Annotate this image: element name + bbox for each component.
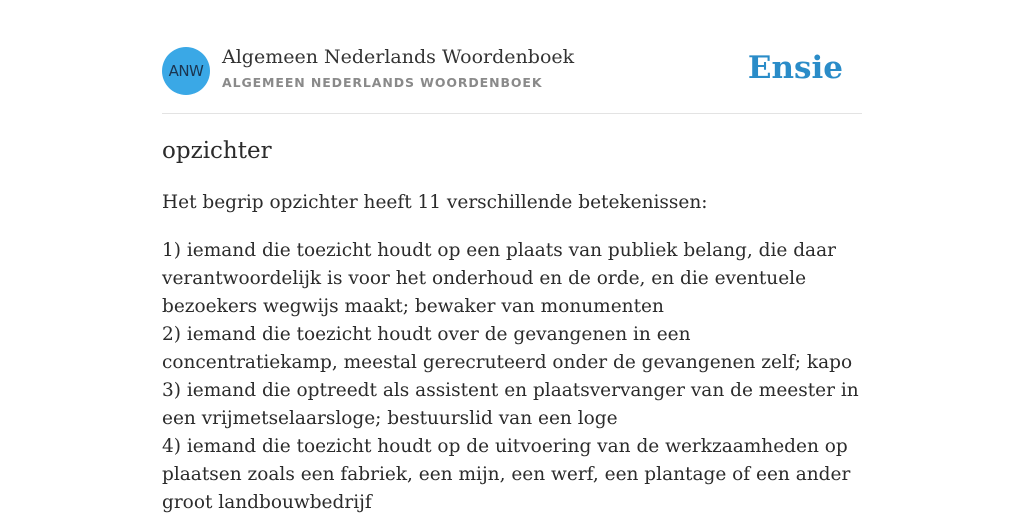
site-title[interactable]: Algemeen Nederlands Woordenboek [222, 46, 575, 68]
meaning-item: 2) iemand die toezicht houdt over de gevangenen in een concentratiekamp, meestal gerecruteerd onder de gevangenen zelf; kapo [162, 324, 853, 373]
meanings-list [162, 237, 862, 517]
entry-intro: Het begrip opzichter heeft 11 verschillende betekenissen: [162, 192, 708, 213]
entry-word: opzichter [162, 138, 272, 164]
site-header [162, 0, 862, 114]
page-container [162, 0, 862, 513]
meaning-item: 1) iemand die toezicht houdt op een plaats van publiek belang, die daar verantwoordelijk is voor het onderhoud en de orde, en die eventuele bezoekers wegwijs maakt; bewaker van monumenten [162, 240, 836, 317]
ensie-brand-logo[interactable]: Ensie [747, 50, 843, 86]
anw-logo-icon[interactable]: ANW [162, 47, 210, 95]
meaning-item: 4) iemand die toezicht houdt op de uitvoering van de werkzaamheden op plaatsen zoals een fabriek, een mijn, een werf, een plantage of een ander groot landbouwbedrijf [162, 436, 851, 513]
site-subtitle: ALGEMEEN NEDERLANDS WOORDENBOEK [222, 75, 543, 90]
meaning-item: 3) iemand die optreedt als assistent en plaatsvervanger van de meester in een vrijmetselaarsloge; bestuurslid van een loge [162, 380, 859, 429]
